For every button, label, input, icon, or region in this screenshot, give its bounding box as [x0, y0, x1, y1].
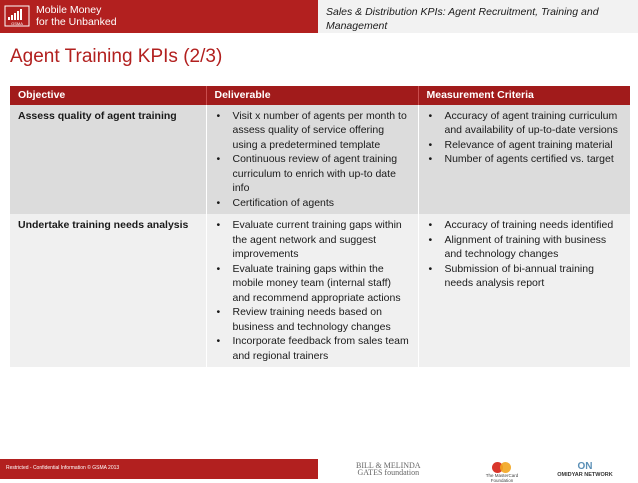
mastercard-circles-icon — [492, 462, 512, 473]
list-item: • Submission of bi-annual training needs analysis report — [427, 262, 623, 291]
brand-bar — [0, 0, 318, 33]
deliverable-list — [215, 218, 410, 363]
list-item: • Relevance of agent training material — [427, 138, 623, 153]
mastercard-logo-text: The MasterCard Foundation — [485, 473, 519, 483]
criteria-list — [427, 109, 623, 167]
column-header-deliverable: Deliverable — [206, 86, 418, 105]
deliverable-cell — [206, 105, 418, 215]
deliverable-list — [215, 109, 410, 211]
list-item: • Number of agents certified vs. target — [427, 152, 623, 167]
criteria-list — [427, 218, 623, 291]
list-item: • Review training needs based on business and technology changes — [215, 305, 410, 334]
gates-foundation-logo — [356, 462, 421, 476]
document-title — [318, 0, 638, 33]
list-item: • Evaluate training gaps within the mobile money team (internal staff) and recommend appropriate actions — [215, 262, 410, 306]
list-item: • Evaluate current training gaps within the agent network and suggest improvements — [215, 218, 410, 262]
criteria-cell — [418, 105, 630, 215]
deliverable-cell — [206, 214, 418, 367]
gsma-logo — [4, 5, 30, 27]
gates-logo-line-2: GATES foundation — [357, 468, 420, 477]
svg-text:GSMA: GSMA — [11, 21, 23, 26]
column-header-measurement-criteria: Measurement Criteria — [418, 86, 630, 105]
criteria-cell — [418, 214, 630, 367]
brand-line-2: for the Unbanked — [36, 16, 117, 28]
kpi-table — [10, 86, 630, 367]
document-title-line-1: Sales & Distribution KPIs: Agent Recruitment, Training and — [326, 6, 599, 18]
omidyar-network-logo — [545, 462, 625, 478]
table-header-row — [10, 86, 630, 105]
objective-cell: Undertake training needs analysis — [10, 214, 206, 367]
footer — [0, 459, 638, 483]
list-item: • Incorporate feedback from sales team and regional trainers — [215, 334, 410, 363]
list-item: • Visit x number of agents per month to assess quality of service offering using a predetermined template — [215, 109, 410, 153]
footer-bar — [0, 459, 318, 479]
list-item: • Continuous review of agent training curriculum to enrich with up-to date info — [215, 152, 410, 196]
mastercard-foundation-logo — [480, 462, 524, 483]
table-row — [10, 105, 630, 215]
gsma-logo-icon — [4, 5, 30, 27]
omidyar-logo-text: OMIDYAR NETWORK — [557, 472, 613, 478]
gates-logo-line-1: BILL & MELINDA — [356, 461, 421, 470]
page-title: Agent Training KPIs (2/3) — [10, 46, 223, 67]
objective-cell: Assess quality of agent training — [10, 105, 206, 215]
brand-line-1: Mobile Money — [36, 4, 102, 16]
confidentiality-notice: Restricted - Confidential Information © GSMA 2013 — [6, 465, 120, 471]
table-row — [10, 214, 630, 367]
brand-text — [36, 4, 117, 28]
list-item: • Accuracy of agent training curriculum and availability of up-to-date versions — [427, 109, 623, 138]
list-item: • Certification of agents — [215, 196, 410, 211]
list-item: • Accuracy of training needs identified — [427, 218, 623, 233]
omidyar-mark-icon: ON — [577, 461, 593, 472]
column-header-objective: Objective — [10, 86, 206, 105]
document-title-line-2: Management — [326, 20, 388, 32]
header — [0, 0, 638, 33]
list-item: • Alignment of training with business and technology changes — [427, 233, 623, 262]
